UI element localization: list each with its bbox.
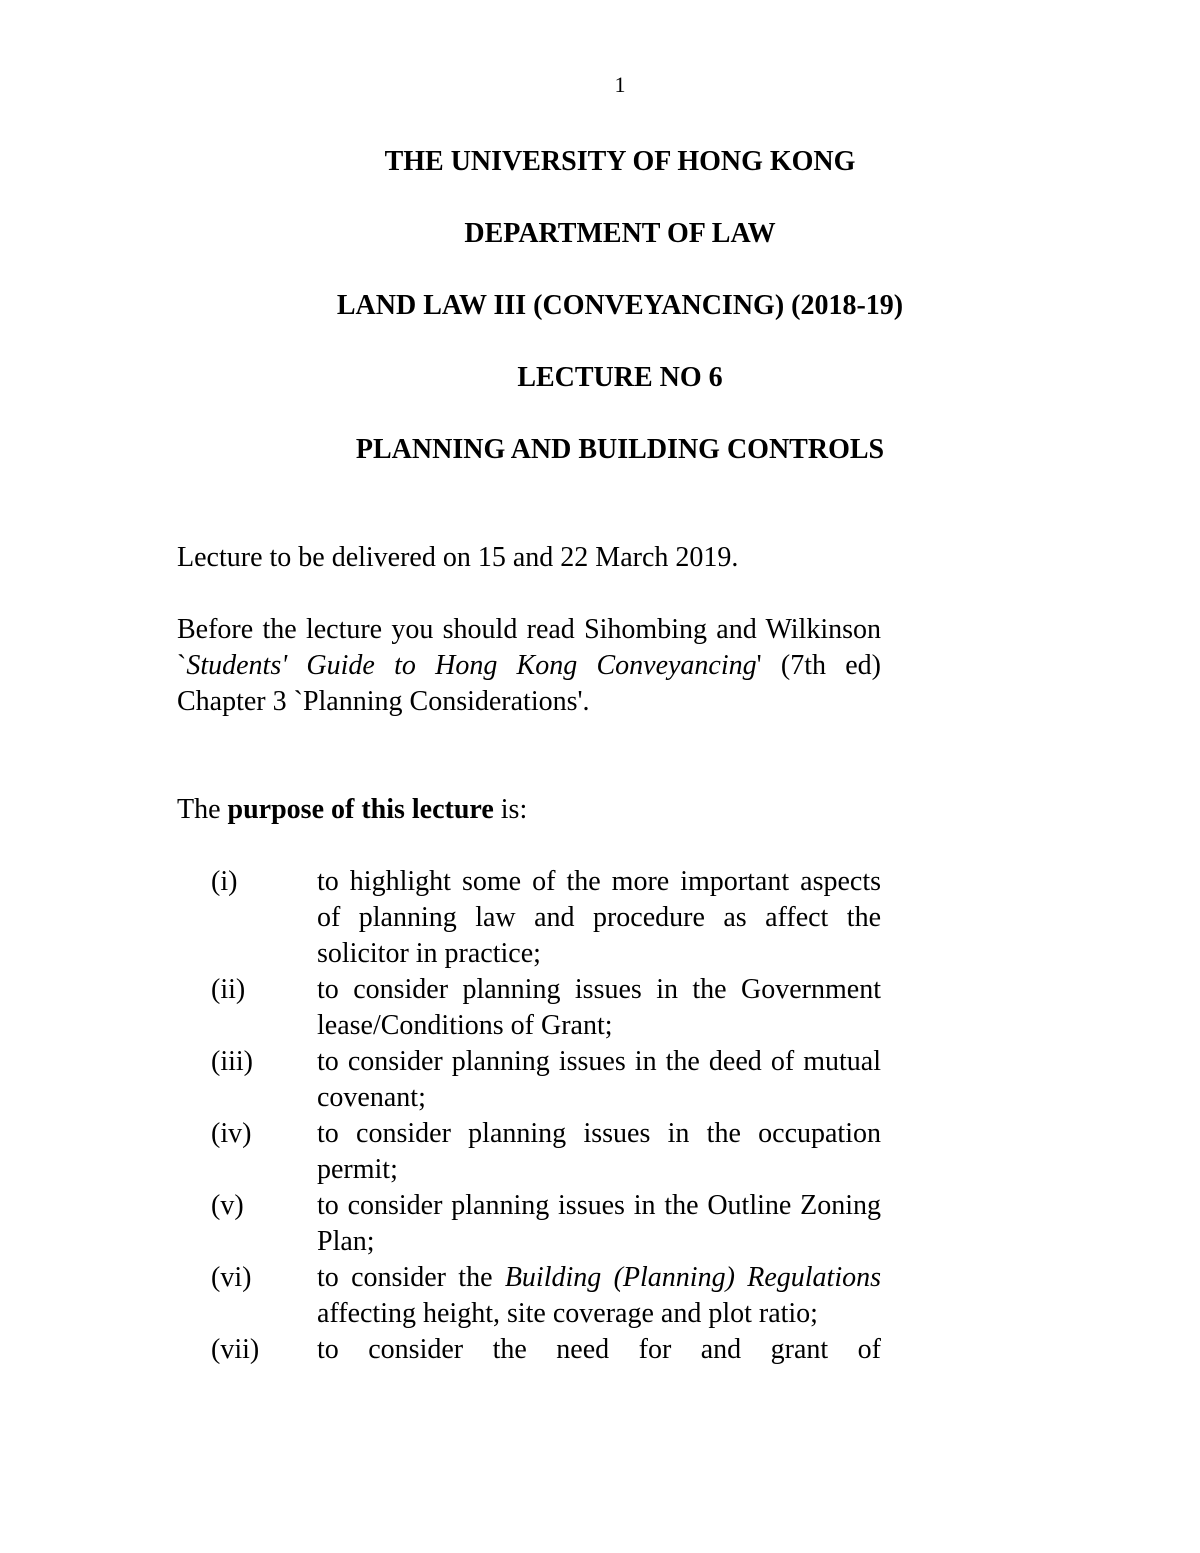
list-item-number: (vi): [211, 1262, 252, 1293]
purpose-intro-bold: purpose of this lecture: [227, 794, 494, 825]
list-item: [177, 1332, 881, 1368]
reading-prefix: Before the lecture you should read Sihombing and Wilkinson `: [177, 614, 881, 681]
page-number: 1: [614, 72, 626, 97]
delivery-note: Lecture to be delivered on 15 and 22 March 2019.: [177, 542, 739, 573]
regulations-title: Building (Planning) Regulations: [504, 1262, 881, 1293]
list-item: [177, 1116, 881, 1188]
list-item-text-after: affecting height, site coverage and plot ratio;: [317, 1298, 818, 1329]
list-item-number: (iv): [211, 1118, 252, 1149]
list-item-text: to consider the need for and grant of: [317, 1334, 881, 1365]
reading-paragraph: [177, 612, 881, 720]
list-item-text: [317, 1260, 881, 1332]
list-item-text: to consider planning issues in the occupation permit;: [317, 1118, 881, 1185]
list-item-number: (vii): [211, 1334, 260, 1365]
list-item-text-before: to consider the: [317, 1262, 505, 1293]
list-item-text: to consider planning issues in the Outline Zoning Plan;: [317, 1190, 881, 1257]
course-heading: LAND LAW III (CONVEYANCING) (2018-19): [336, 290, 904, 321]
purpose-list: [177, 864, 881, 1368]
purpose-intro: [177, 792, 881, 828]
list-item-text: to highlight some of the more important aspects of planning law and procedure as affect the solicitor in practice;: [317, 866, 881, 969]
list-item-number: (i): [211, 866, 238, 897]
list-item-number: (iii): [211, 1046, 253, 1077]
list-item: [177, 864, 881, 972]
department-heading: DEPARTMENT OF LAW: [464, 218, 776, 249]
reading-suffix: ' (7th ed) Chapter 3 `Planning Considerations'.: [177, 650, 882, 717]
list-item-text: to consider planning issues in the deed of mutual covenant;: [317, 1046, 881, 1113]
lecture-number-heading: LECTURE NO 6: [517, 362, 723, 393]
list-item-text: to consider planning issues in the Government lease/Conditions of Grant;: [317, 974, 881, 1041]
purpose-intro-before: The: [177, 794, 228, 825]
reading-book-title: Students' Guide to Hong Kong Conveyancing: [186, 650, 757, 681]
university-heading: THE UNIVERSITY OF HONG KONG: [384, 146, 856, 177]
list-item-number: (ii): [211, 974, 246, 1005]
list-item: [177, 1188, 881, 1260]
list-item: [177, 1260, 881, 1332]
purpose-intro-after: is:: [493, 794, 528, 825]
list-item-number: (v): [211, 1190, 244, 1221]
topic-heading: PLANNING AND BUILDING CONTROLS: [355, 434, 885, 465]
list-item: [177, 1044, 881, 1116]
list-item: [177, 972, 881, 1044]
